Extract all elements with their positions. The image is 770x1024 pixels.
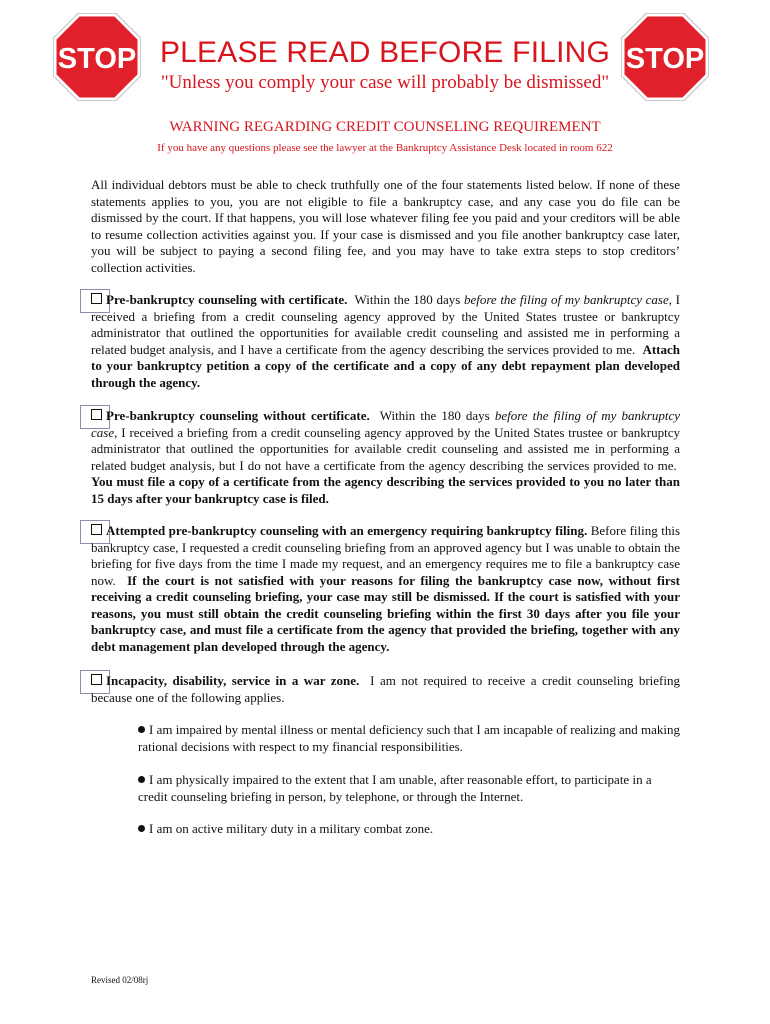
- stop-sign-icon: [620, 12, 710, 102]
- page-title: PLEASE READ BEFORE FILING: [159, 36, 611, 69]
- bullet-text: I am impaired by mental illness or mental deficiency such that I am incapable of realizing and making rational decisions with respect to my financial responsibilities.: [138, 722, 681, 754]
- stop-sign-icon: [52, 12, 142, 102]
- option-heading: Pre-bankruptcy counseling with certificate.: [106, 292, 348, 307]
- bullet-icon: [138, 825, 145, 832]
- option-text: , I received a briefing from a credit counseling agency approved by the United States trustee or bankruptcy administrator that outlined the opportunities for available credit counseling and assisted me in performing a related budget analysis, and I have a certificate from the agency describing the services provided to me.: [91, 292, 680, 357]
- intro-paragraph: All individual debtors must be able to check truthfully one of the four statements listed below. If none of these statements applies to you, you are not eligible to file a bankruptcy case, and any case you do file can be dismissed by the court. If that happens, you will lose whatever filing fee you paid and your creditors will be able to resume collection activities against you. If your case is dismissed and you file another bankruptcy case later, you will be subject to paying a second filing fee, and you may have to take extra steps to stop creditors’ collection activities.: [91, 177, 680, 275]
- list-item: [138, 772, 680, 805]
- option-text: I am not required to receive a credit counseling briefing because one of the following applies.: [91, 673, 681, 705]
- bullet-text: I am on active military duty in a military combat zone.: [149, 821, 434, 836]
- option-text: Before filing this bankruptcy case, I requested a credit counseling briefing from an approved agency but I was unable to obtain the briefing for five days from the time I made my request, and an emergency requires me to file a bankruptcy case now.: [91, 523, 680, 588]
- option-heading: Pre-bankruptcy counseling without certificate.: [106, 408, 370, 423]
- option-text: Within the 180 days: [379, 408, 490, 423]
- checkbox[interactable]: [91, 524, 102, 535]
- checkbox[interactable]: [91, 409, 102, 420]
- option-instruction: If the court is not satisfied with your reasons for filing the bankruptcy case now, without first receiving a credit counseling briefing, your case may still be dismissed. If the court is satisfied with your reasons, you must still obtain the credit counseling briefing within the first 30 days after you file your bankruptcy case, and must file a certificate from the agency that provided the briefing, together with any debt management plan developed through the agency.: [91, 572, 680, 654]
- option-incapacity-disability-war-zone: [91, 673, 680, 706]
- option-italic: before the filing of my bankruptcy case: [91, 408, 681, 440]
- option-pre-counseling-with-certificate: [91, 292, 680, 391]
- stop-sign-text: STOP: [625, 43, 705, 75]
- checkbox[interactable]: [91, 293, 102, 304]
- option-italic: before the filing of my bankruptcy case: [463, 292, 669, 307]
- option-instruction: Attach to your bankruptcy petition a copy of the certificate and a copy of any debt repayment plan developed through the agency.: [91, 341, 681, 390]
- bullet-icon: [138, 776, 145, 783]
- stop-sign-text: STOP: [57, 43, 137, 75]
- option-attempted-counseling-emergency: [91, 523, 680, 655]
- bullet-icon: [138, 726, 145, 733]
- warning-note: If you have any questions please see the lawyer at the Bankruptcy Assistance Desk located in room 622: [157, 142, 613, 154]
- option-text: , I received a briefing from a credit counseling agency approved by the United States trustee or bankruptcy administrator that outlined the opportunities for available credit counseling and assisted me in performing a related budget analysis, but I do not have a certificate from the agency describing the services provided to me.: [91, 424, 680, 473]
- page-subtitle: "Unless you comply your case will probably be dismissed": [160, 72, 610, 93]
- option-pre-counseling-without-certificate: [91, 408, 680, 507]
- bullet-text: I am physically impaired to the extent that I am unable, after reasonable effort, to participate in a credit counseling briefing in person, by telephone, or through the Internet.: [138, 772, 652, 804]
- option-text: Within the 180 days: [354, 292, 461, 307]
- list-item: [138, 722, 680, 755]
- option-heading: Incapacity, disability, service in a war zone.: [106, 673, 360, 688]
- checkbox[interactable]: [91, 674, 102, 685]
- list-item: [138, 821, 680, 838]
- warning-heading: WARNING REGARDING CREDIT COUNSELING REQUIREMENT: [169, 119, 601, 135]
- option-heading: Attempted pre-bankruptcy counseling with an emergency requiring bankruptcy filing.: [106, 523, 588, 538]
- option-instruction: You must file a copy of a certificate from the agency describing the services provided to you no later than 15 days after your bankruptcy case is filed.: [91, 474, 680, 506]
- revision-note: Revised 02/08rj: [91, 975, 149, 985]
